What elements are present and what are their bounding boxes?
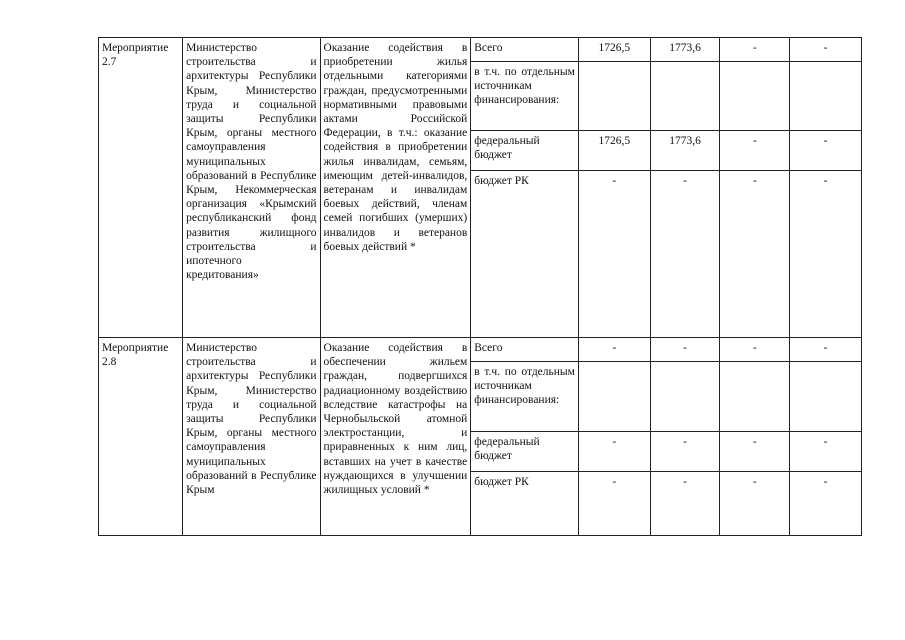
source-label: федеральный бюджет xyxy=(471,131,579,171)
value-cell: - xyxy=(720,131,790,171)
value-cell: - xyxy=(578,171,650,338)
table-row xyxy=(99,338,862,362)
measure-description: Оказание содействия в обеспечении жильем граждан, подвергшихся радиационному воздействию вследствие катастрофы на Чернобыльской атомной электростанции, и приравненных к ним лиц, вставших на учет в качестве нуждающихся в улучшении жилищных условий * xyxy=(320,338,471,536)
value-cell: - xyxy=(720,38,790,62)
value-cell: - xyxy=(720,338,790,362)
measure-id: Мероприятие 2.8 xyxy=(99,338,183,536)
source-label: в т.ч. по отдельным источникам финансирования: xyxy=(471,62,579,131)
value-cell: - xyxy=(578,432,650,472)
program-table xyxy=(98,37,862,536)
value-cell: - xyxy=(790,131,862,171)
value-cell: - xyxy=(790,338,862,362)
value-cell: - xyxy=(720,432,790,472)
value-cell: - xyxy=(650,171,720,338)
value-cell xyxy=(790,62,862,131)
value-cell xyxy=(578,362,650,432)
value-cell xyxy=(578,62,650,131)
value-cell: - xyxy=(578,338,650,362)
source-label: Всего xyxy=(471,338,579,362)
value-cell: - xyxy=(790,38,862,62)
source-label: в т.ч. по отдельным источникам финансирования: xyxy=(471,362,579,432)
value-cell: 1726,5 xyxy=(578,38,650,62)
value-cell: - xyxy=(790,432,862,472)
value-cell: 1773,6 xyxy=(650,131,720,171)
table-row xyxy=(99,38,862,62)
value-cell: 1773,6 xyxy=(650,38,720,62)
measure-description: Оказание содействия в приобретении жилья отдельными категориями граждан, предусмотренными нормативными правовыми актами Российской Федерации, в т.ч.: оказание содействия в приобретении жилья инвалидам, семьям, имеющим детей-инвалидов, ветеранам и инвалидам боевых действий, членам семей погибших (умерших) инвалидов и ветеранов боевых действий * xyxy=(320,38,471,338)
source-label: бюджет РК xyxy=(471,472,579,536)
value-cell xyxy=(720,62,790,131)
value-cell: 1726,5 xyxy=(578,131,650,171)
measure-id: Мероприятие 2.7 xyxy=(99,38,183,338)
value-cell xyxy=(720,362,790,432)
source-label: Всего xyxy=(471,38,579,62)
source-label: федеральный бюджет xyxy=(471,432,579,472)
value-cell: - xyxy=(650,338,720,362)
value-cell xyxy=(650,362,720,432)
value-cell: - xyxy=(720,472,790,536)
value-cell: - xyxy=(720,171,790,338)
value-cell: - xyxy=(650,472,720,536)
measure-executors: Министерство строительства и архитектуры Республики Крым, Министерство труда и социальной защиты Республики Крым, органы местного самоуправления муниципальных образований в Республике Крым xyxy=(183,338,320,536)
value-cell: - xyxy=(790,472,862,536)
value-cell: - xyxy=(578,472,650,536)
source-label: бюджет РК xyxy=(471,171,579,338)
value-cell: - xyxy=(650,432,720,472)
value-cell: - xyxy=(790,171,862,338)
measure-executors: Министерство строительства и архитектуры Республики Крым, Министерство труда и социальной защиты Республики Крым, органы местного самоуправления муниципальных образований в Республике Крым, Некоммерческая организация «Крымский республиканский фонд развития жилищного строительства и ипотечного кредитования» xyxy=(183,38,320,338)
value-cell xyxy=(650,62,720,131)
value-cell xyxy=(790,362,862,432)
